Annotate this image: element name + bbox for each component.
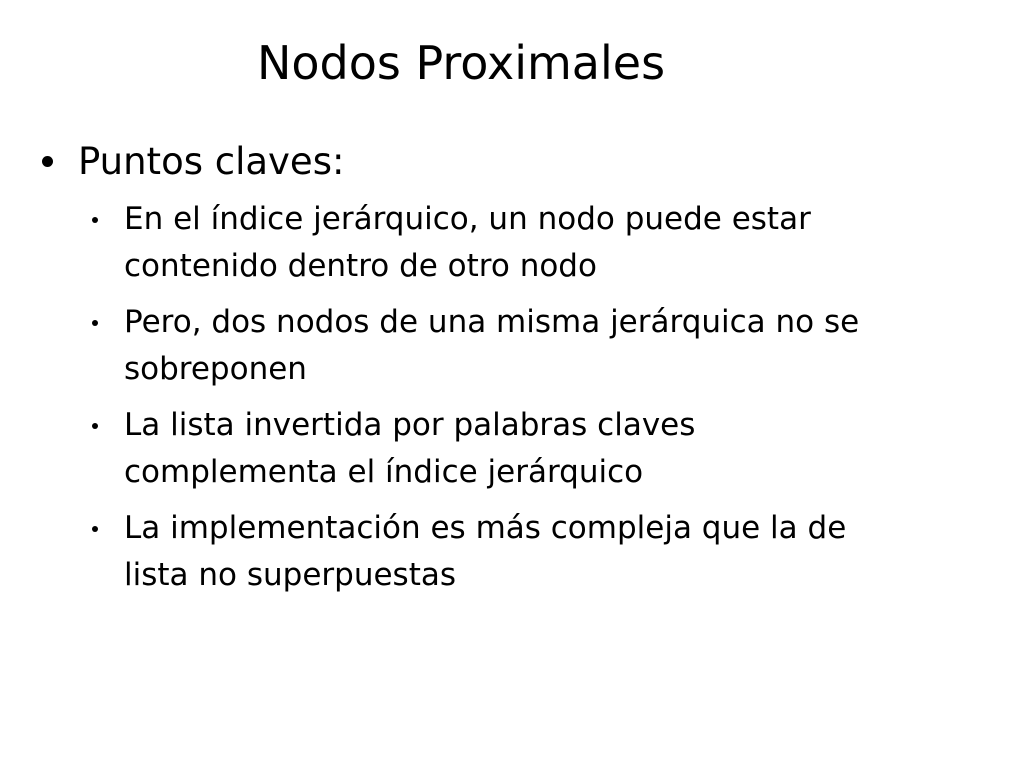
bullet-dot-icon [42,156,53,167]
bullet-heading: Puntos claves: [78,140,345,183]
sub-bullet-text-line: contenido dentro de otro nodo [124,248,597,284]
sub-bullet-text-line: lista no superpuestas [124,557,456,593]
sub-bullet-text-line: La implementación es más compleja que la de [124,510,847,546]
sub-bullet-item [0,299,1024,393]
sub-bullet-item [0,402,1024,496]
sub-bullet-text-line: En el índice jerárquico, un nodo puede estar [124,201,811,237]
sub-bullet-item [0,196,1024,290]
sub-bullet-dot-icon [92,320,98,326]
sub-bullet-text-line: Pero, dos nodos de una misma jerárquica no se [124,304,860,340]
sub-bullet-dot-icon [92,526,98,532]
sub-bullet-text-line: complementa el índice jerárquico [124,454,644,490]
sub-bullet-text-line: La lista invertida por palabras claves [124,407,696,443]
sub-bullet-list [0,196,1024,608]
sub-bullet-dot-icon [92,423,98,429]
sub-bullet-text-line: sobreponen [124,351,307,387]
slide-title: Nodos Proximales [256,36,666,90]
sub-bullet-item [0,505,1024,599]
sub-bullet-dot-icon [92,217,98,223]
